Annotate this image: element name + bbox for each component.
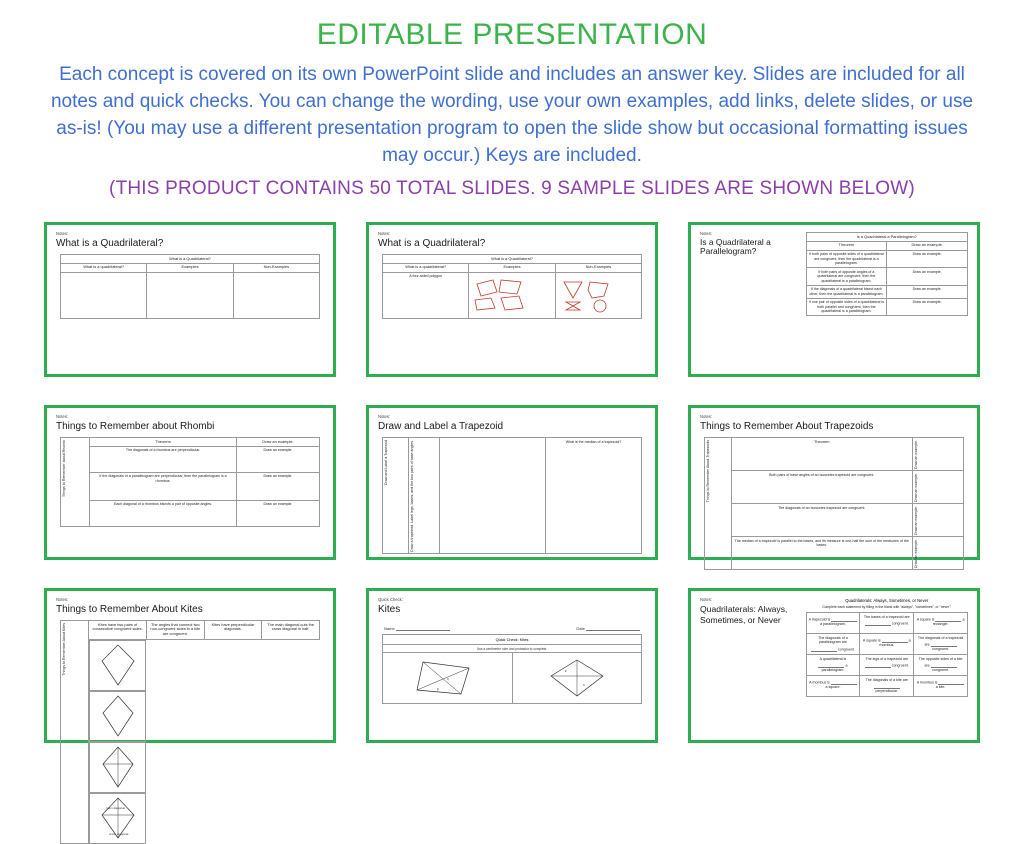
statement-cell <box>860 634 914 655</box>
slide-quickcheck-label: Quick Check: <box>378 597 403 602</box>
slide-thumbnail-5[interactable] <box>366 405 658 560</box>
slide-count-note: (THIS PRODUCT CONTAINS 50 TOTAL SLIDES. 9 SAMPLE SLIDES ARE SHOWN BELOW) <box>109 177 915 199</box>
theorem-row-2: The diagonals of an isosceles trapezoid are congruent. <box>731 504 912 537</box>
side-label-instructions: Draw a trapezoid. Label legs, bases, and the two pairs of base angles. <box>410 439 415 552</box>
statement-cell <box>914 634 968 655</box>
answer-blank[interactable] <box>874 682 900 689</box>
statement-part-1: A rhombus is <box>809 680 830 685</box>
kite-fact-2: The angles that connect two non-congruent sides in a kite are congruent. <box>146 621 204 640</box>
slide-body <box>378 254 646 319</box>
kite-figure-1 <box>89 640 146 691</box>
slide-title: Things to Remember About Trapezoids <box>700 420 874 432</box>
quickcheck-frame <box>382 634 642 704</box>
rhombi-theorem-table <box>60 437 320 527</box>
statement-part-1: A quadrilateral is <box>819 656 847 661</box>
statement-part-2: a rectangle. <box>932 617 965 626</box>
slide-notes-label: Notes: <box>56 414 69 419</box>
column-header-examples: Examples <box>469 263 555 272</box>
column-header-example <box>912 438 963 471</box>
cell-definition-answer: A four-sided polygon <box>383 272 469 318</box>
slide-title: What is a Quadrilateral? <box>378 237 486 249</box>
kite-fact-3: Kites have perpendicular diagonals. <box>204 621 262 640</box>
page-title: EDITABLE PRESENTATION <box>316 18 708 51</box>
example-cell-2 <box>912 504 963 537</box>
statement-part-2: congruent. <box>837 647 855 652</box>
statement-part-2: a kite. <box>935 684 946 689</box>
statement-part-1: The legs of a trapezoid are <box>865 656 909 661</box>
svg-text:z: z <box>564 669 567 674</box>
column-header-nonexamples: Non-Examples <box>233 263 319 272</box>
kite-fact-1: Kites have two pairs of consecutive congruent sides. <box>89 621 147 640</box>
slide-title: What is a Quadrilateral? <box>56 237 164 249</box>
answer-blank[interactable] <box>882 636 908 643</box>
statement-cell <box>806 634 860 655</box>
side-label: Things to Remember About Kites <box>62 622 66 676</box>
kite-shape-icon <box>98 693 138 739</box>
example-cell: Draw an example. <box>236 472 319 500</box>
statement-cell <box>914 676 968 697</box>
example-cell: Draw an example. <box>887 285 968 298</box>
slide-body <box>700 437 968 570</box>
slide-title: Things to Remember about Rhombi <box>56 420 215 432</box>
parallelogram-theorem-table <box>806 232 968 316</box>
example-cell: Draw an example. <box>236 500 319 526</box>
slide-thumbnail-3[interactable] <box>688 222 980 377</box>
theorem-row-1: Both pairs of base angles of an isosceles trapezoid are congruent. <box>731 471 912 504</box>
trapezoid-draw-table <box>382 437 642 554</box>
example-cell: Draw an example. <box>236 446 319 472</box>
always-sometimes-never-table <box>806 612 968 697</box>
statement-part-1: A square is <box>862 638 881 643</box>
statement-part-2: perpendicular. <box>875 689 899 694</box>
theorem-row-4: If one pair of opposite sides of a quadrilateral is both parallel and congruent, then the quadrilateral is a parallelogram. <box>806 298 887 315</box>
slide-notes-label: Notes: <box>378 231 391 236</box>
answer-blank[interactable] <box>938 678 964 685</box>
theorem-row-3: If the diagonals of a quadrilateral bisect each other, then the quadrilateral is a parallelogram. <box>806 285 887 298</box>
statement-part-2: congruent. <box>891 621 909 626</box>
kite-figure-2 <box>89 691 146 742</box>
example-cell: Draw an example. <box>887 250 968 267</box>
cell-examples-answer <box>469 272 555 318</box>
slide-thumbnail-8[interactable] <box>366 588 658 743</box>
slide-heading-block <box>700 232 800 316</box>
example-cell-label: Draw an example. <box>913 505 918 535</box>
statement-part-2: a rhombus. <box>879 638 911 647</box>
kites-table <box>60 620 320 844</box>
header <box>0 0 1024 200</box>
slide-thumbnail-7[interactable] <box>44 588 336 837</box>
theorem-row-1: If both pairs of opposite sides of a quadrilateral are congruent, then the quadrilateral is a parallelogram. <box>806 250 887 267</box>
kite-measurement-figure-2-icon <box>541 656 613 700</box>
statement-part-2: a parallelogram. <box>820 621 846 626</box>
slide-body <box>700 598 968 697</box>
name-blank[interactable] <box>396 624 450 631</box>
theorem-row-3: The median of a trapezoid is parallel to the bases, and its measure is one-half the sum of the measures of the bases. <box>731 537 912 570</box>
side-label-cell-1 <box>383 438 409 554</box>
answer-blank[interactable] <box>931 640 957 647</box>
theorem-row-2: If both pairs of opposite angles of a quadrilateral are congruent, then the quadrilateral is a parallelogram. <box>806 268 887 285</box>
name-date-row <box>378 620 646 634</box>
slide-grid <box>44 222 980 837</box>
name-label: Name <box>384 626 395 632</box>
side-label: Things to Remember About Trapezoids <box>706 439 710 502</box>
kite-measurement-figure-1-icon <box>411 656 483 700</box>
table-caption: Quick Check: Kites <box>383 635 641 645</box>
statement-cell <box>806 676 860 697</box>
statement-cell <box>806 655 860 676</box>
asn-table-wrap <box>806 598 968 697</box>
table-subtitle: Complete each statement by filling in the blank with "always", "sometimes", or "never". <box>822 605 952 609</box>
drawing-area <box>440 438 546 554</box>
table-caption: Quadrilaterals: Always, Sometimes, or Never <box>845 598 929 603</box>
svg-text:main diagonal: main diagonal <box>105 806 125 811</box>
slide-body <box>56 620 324 844</box>
slide-title: Draw and Label a Trapezoid <box>378 420 504 432</box>
slide-notes-label: Notes: <box>700 414 713 419</box>
column-header-theorem: Theorem <box>731 438 912 471</box>
example-cell-label: Draw an example. <box>913 538 918 568</box>
kite-main-diagonal-icon <box>96 795 140 841</box>
description-text: Each concept is covered on its own PowerPoint slide and includes an answer key. Slides are included for all notes and quick checks. You can change the wording, use your own examples, add links, delete slides, or use as-is! (You may use a different presentation program to open the slide show but occasional formatting issues may occur.) Keys are included. <box>50 64 974 166</box>
statement-part-2: congruent. <box>932 668 950 673</box>
figure-cell-2 <box>512 653 642 703</box>
statement-part-1: The bases of a trapezoid are <box>863 614 910 619</box>
cell-nonexamples-answer <box>555 272 641 318</box>
table-caption: What is a Quadrilateral? <box>61 255 320 264</box>
trapezoid-theorem-table <box>704 437 964 570</box>
slide-notes-label: Notes: <box>700 597 713 602</box>
statement-part-1: A trapezoid is <box>808 617 831 622</box>
column-header-example: Draw an example. <box>236 438 319 447</box>
column-header-nonexamples: Non-Examples <box>555 263 641 272</box>
statement-part-2: congruent. <box>932 647 950 652</box>
theorem-row-3: Each diagonal of a rhombus bisects a pair of opposite angles. <box>90 500 237 526</box>
example-cell-1 <box>912 471 963 504</box>
statement-part-1: The diagonals of a kite are <box>865 677 908 682</box>
date-label: Date <box>576 626 585 632</box>
column-header-example-label: Draw an example. <box>913 439 918 469</box>
slide-notes-label: Notes: <box>56 597 69 602</box>
cell-examples <box>147 272 233 318</box>
table-caption: What is a Quadrilateral? <box>383 255 642 264</box>
example-cell: Draw an example. <box>887 298 968 315</box>
slide-body <box>700 232 968 316</box>
slide-thumbnail-4[interactable] <box>44 405 336 560</box>
slide-notes-label: Notes: <box>378 414 391 419</box>
slide-thumbnail-9[interactable] <box>688 588 980 743</box>
column-header-theorem: Theorem <box>90 438 237 447</box>
statement-cell <box>914 655 968 676</box>
statement-part-2: a square. <box>825 684 841 689</box>
example-quadrilaterals-icon <box>471 274 533 312</box>
side-label: Things to Remember about Rhombi <box>62 439 66 497</box>
slide-notes-label: Notes: <box>56 231 69 236</box>
kite-shape-icon <box>98 642 138 688</box>
slide-body <box>56 437 324 527</box>
column-header-definition: What is a quadrilateral? <box>61 263 147 272</box>
cell-definition <box>61 272 147 318</box>
answer-blank[interactable] <box>865 619 891 626</box>
slide-notes-label: Notes: <box>700 231 713 236</box>
kite-perpendicular-diagonals-icon <box>98 744 138 790</box>
statement-part-2: a parallelogram. <box>821 663 848 673</box>
statement-part-1: A rhombus is <box>916 680 938 685</box>
column-header-theorem: Theorem <box>806 241 887 250</box>
slide-thumbnail-1[interactable] <box>44 222 336 377</box>
example-cell: Draw an example. <box>887 268 968 285</box>
slide-thumbnail-2[interactable] <box>366 222 658 377</box>
side-label-title: Draw and Label a Trapezoid <box>384 439 388 485</box>
column-header-definition: What is a quadrilateral? <box>383 263 469 272</box>
name-field[interactable] <box>384 624 450 631</box>
statement-cell <box>914 613 968 634</box>
statement-part-1: The diagonals of a trapezoid are <box>917 635 964 647</box>
answer-blank[interactable] <box>818 661 844 668</box>
theorem-row-1: The diagonals of a rhombus are perpendicular. <box>90 446 237 472</box>
slide-heading-block <box>700 598 800 697</box>
figure-row <box>383 653 641 703</box>
example-cell-3 <box>912 537 963 570</box>
cell-nonexamples <box>233 272 319 318</box>
kite-figure-4 <box>89 793 146 844</box>
svg-text:cross diagonal: cross diagonal <box>108 832 129 837</box>
quadrilateral-table-answers <box>382 254 642 319</box>
theorem-row-2: If the diagonals of a parallelogram are perpendicular, then the parallelogram is a rhombus. <box>90 472 237 500</box>
column-header-example: Draw an example. <box>887 241 968 250</box>
svg-text:x: x <box>447 677 449 682</box>
slide-title: Quadrilaterals: Always, Sometimes, or Never <box>700 603 788 625</box>
statement-part-1: The opposite sides of a kite are <box>918 656 963 668</box>
answer-blank[interactable] <box>865 661 891 668</box>
side-label-cell <box>61 621 89 844</box>
date-blank[interactable] <box>586 624 640 631</box>
answer-blank[interactable] <box>935 615 961 622</box>
table-caption: Is a Quadrilateral a Parallelogram? <box>806 233 967 242</box>
column-header-examples: Examples <box>147 263 233 272</box>
answer-blank[interactable] <box>831 678 857 685</box>
example-cell-label: Draw an example. <box>913 472 918 502</box>
slide-title: Kites <box>378 603 401 615</box>
slide-thumbnail-6[interactable] <box>688 405 980 568</box>
statement-part-1: The diagonals of a parallelogram are <box>818 635 848 645</box>
slide-body <box>378 437 646 554</box>
slide-body <box>56 254 324 319</box>
quadrilateral-table <box>60 254 320 319</box>
nonexample-shapes-icon <box>558 274 618 312</box>
date-field[interactable] <box>576 624 640 631</box>
answer-blank[interactable] <box>931 661 957 668</box>
svg-text:x: x <box>582 683 585 688</box>
slide-title: Things to Remember About Kites <box>56 603 203 615</box>
figure-cell-1 <box>383 653 512 703</box>
side-label-cell-2 <box>409 438 440 554</box>
slide-title: Is a Quadrilateral a Parallelogram? <box>700 236 771 257</box>
theorem-table-wrap <box>806 232 968 316</box>
svg-text:y: y <box>437 687 439 692</box>
median-prompt-cell: What is the median of a trapezoid? <box>545 438 641 554</box>
kite-fact-4: The main diagonal cuts the cross diagonal in half. <box>262 621 320 640</box>
kite-figure-3 <box>89 742 146 793</box>
statement-cell <box>860 613 914 634</box>
answer-blank[interactable] <box>811 645 837 652</box>
side-label-cell <box>705 438 732 570</box>
statement-part-2: congruent. <box>891 663 909 668</box>
statement-cell <box>860 655 914 676</box>
statement-cell <box>806 613 860 634</box>
statement-cell <box>860 676 914 697</box>
side-label-cell <box>61 438 90 527</box>
table-subtitle: Use a centimeter ruler and protractor to complete. <box>383 645 641 653</box>
answer-blank[interactable] <box>831 615 857 622</box>
statement-part-1: A square is <box>916 617 935 622</box>
